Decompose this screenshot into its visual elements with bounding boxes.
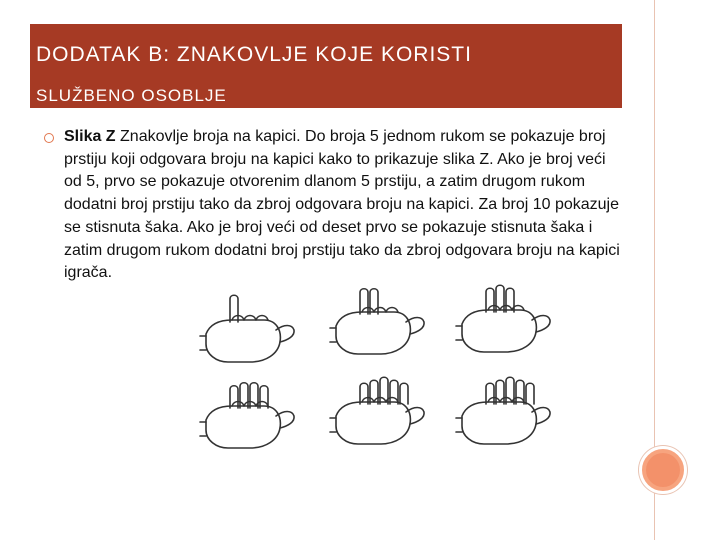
slide-title: DODATAK B: ZNAKOVLJE KOJE KORISTI <box>36 43 472 66</box>
figure-reference: Slika Z <box>64 128 116 145</box>
hand-two-fingers-icon <box>322 282 432 362</box>
hand-three-fingers-icon <box>448 280 558 360</box>
body-paragraph: Znakovlje broja na kapici. Do broja 5 jednom rukom se pokazuje broj prstiju koji odgovara broju na kapici kako to prikazuje slika Z. Ako je broj veći od 5, prvo se pokazuje otvorenim dlanom 5 prstiju, a zatim drugom rukom dodatni broj prstiju tako da zbroj odgovara broju na kapici. Za broj 10 pokazuje se stisnuta šaka. Ako je broj veći od deset prvo se pokazuje stisnuta šaka i zatim drugom rukom dodatni broj prstiju tako da zbroj odgovara broju na kapici igrača. <box>64 128 620 282</box>
decorative-circle-icon <box>639 446 687 494</box>
hand-five-fingers-a-icon <box>322 372 432 452</box>
slide-body-text <box>64 126 624 285</box>
slide-title-continued: SLUŽBENO OSOBLJE <box>36 86 227 105</box>
hand-five-fingers-b-icon <box>448 372 558 452</box>
hand-one-finger-icon <box>192 290 302 370</box>
slide-title-bar <box>30 24 622 108</box>
bullet-icon <box>44 133 54 143</box>
hand-four-fingers-icon <box>192 376 302 456</box>
